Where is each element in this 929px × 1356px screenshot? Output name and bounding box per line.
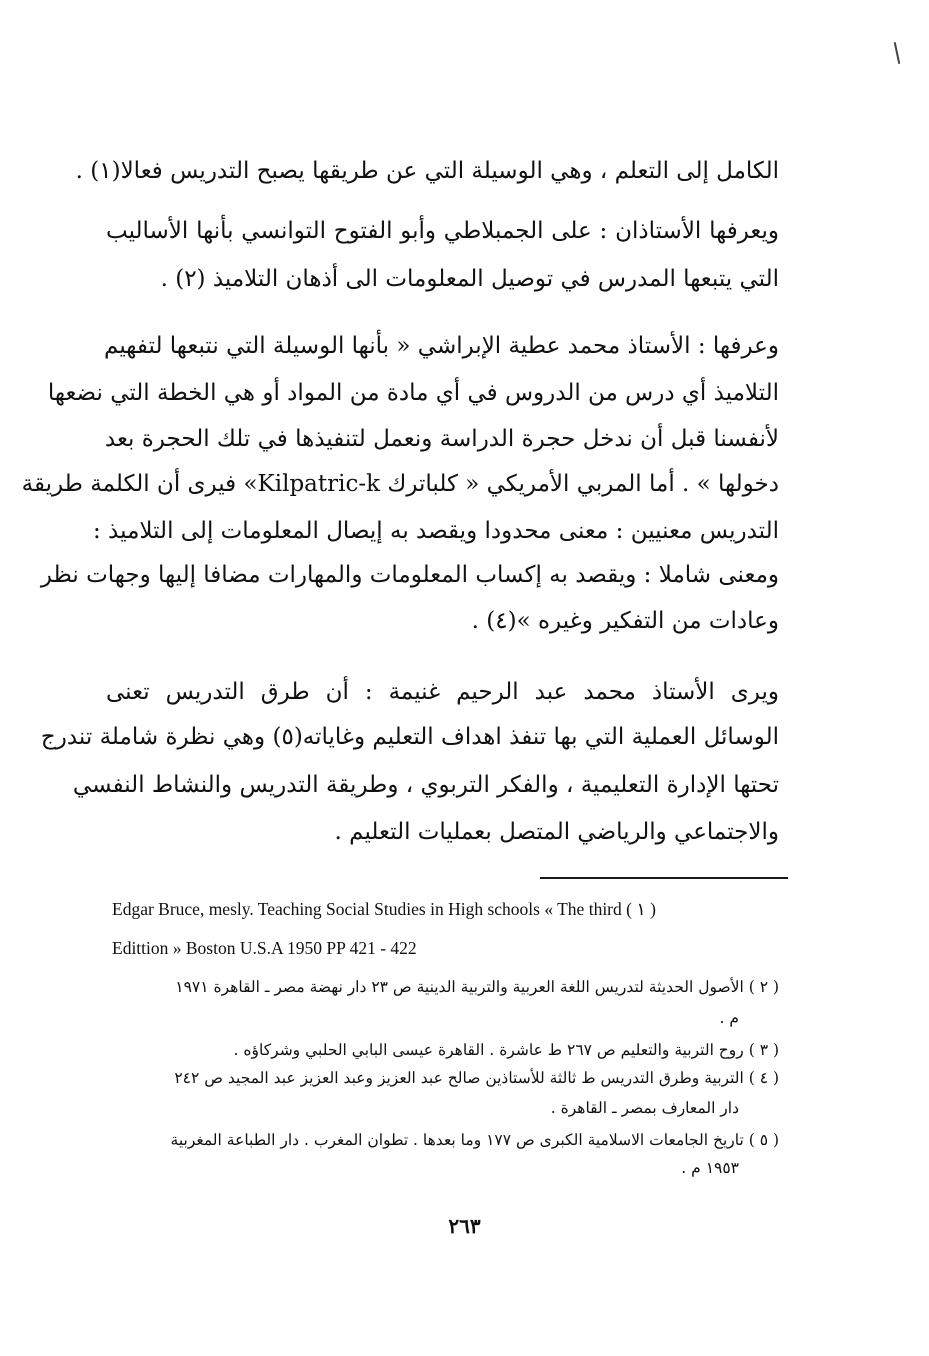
- body-line-11: ويرى الأستاذ محمد عبد الرحيم غنيمة : أن طرق التدريس تعنى: [106, 679, 779, 705]
- body-line-10: وعادات من التفكير وغيره »(٤) .: [471, 608, 779, 634]
- footnote-4-line-1: ( ٤ ) التربية وطرق التدريس ط ثالثة للأستاذين صالح عبد العزيز وعبد العزيز عبد المجيد ص ٢٤٢: [174, 1069, 779, 1087]
- body-line-13: تحتها الإدارة التعليمية ، والفكر التربوي ، وطريقة التدريس والنشاط النفسي: [72, 772, 779, 798]
- body-line-2: ويعرفها الأستاذان : على الجمبلاطي وأبو الفتوح التوانسي بأنها الأساليب: [106, 218, 779, 244]
- footnote-5-line-1: ( ٥ ) تاريخ الجامعات الاسلامية الكبرى ص ١٧٧ وما بعدها . تطوان المغرب . دار الطباعة المغربية: [170, 1131, 779, 1149]
- body-line-1: الكامل إلى التعلم ، وهي الوسيلة التي عن طريقها يصبح التدريس فعالا(١) .: [75, 158, 779, 184]
- body-line-9: ومعنى شاملا : ويقصد به إكساب المعلومات والمهارات مضافا إليها وجهات نظر: [40, 562, 779, 588]
- footnote-separator: [540, 877, 788, 879]
- footnote-3-line-1: ( ٣ ) روح التربية والتعليم ص ٢٦٧ ط عاشرة . القاهرة عيسى البابي الحلبي وشركاؤه .: [233, 1041, 779, 1059]
- body-line-4: وعرفها : الأستاذ محمد عطية الإبراشي « بأنها الوسيلة التي نتبعها لتفهيم: [104, 333, 779, 359]
- body-line-7: دخولها » . أما المربي الأمريكي « كلباترك Kilpatric-k» فيرى أن الكلمة طريقة: [21, 471, 779, 497]
- footnote-2-line-2: م .: [719, 1009, 739, 1027]
- body-line-3: التي يتبعها المدرس في توصيل المعلومات الى أذهان التلاميذ (٢) .: [160, 266, 779, 292]
- footnote-5-line-2: ١٩٥٣ م .: [681, 1159, 739, 1177]
- body-line-6: لأنفسنا قبل أن ندخل حجرة الدراسة ونعمل لتنفيذها في تلك الحجرة بعد: [104, 426, 779, 452]
- page-number: ٢٦٣: [448, 1214, 481, 1238]
- footnote-4-line-2: دار المعارف بمصر ـ القاهرة .: [550, 1099, 739, 1117]
- body-line-14: والاجتماعي والرياضي المتصل بعمليات التعليم .: [334, 819, 779, 845]
- footnote-1-line-1: Edgar Bruce, mesly. Teaching Social Studies in High schools « The third ( ١ ): [112, 899, 656, 919]
- footnote-1-line-2: Edittion » Boston U.S.A 1950 PP 421 - 422: [112, 938, 417, 958]
- margin-mark: [894, 42, 901, 64]
- body-line-8: التدريس معنيين : معنى محدودا ويقصد به إيصال المعلومات إلى التلاميذ :: [93, 518, 779, 544]
- body-line-5: التلاميذ أي درس من الدروس في أي مادة من المواد أو هي الخطة التي نضعها: [47, 380, 779, 406]
- body-line-12: الوسائل العملية التي بها تنفذ اهداف التعليم وغاياته(٥) وهي نظرة شاملة تندرج: [40, 724, 779, 750]
- footnote-2-line-1: ( ٢ ) الأصول الحديثة لتدريس اللغة العربية والتربية الدينية ص ٢٣ دار نهضة مصر ـ القاهرة ١٩٧١: [175, 978, 779, 996]
